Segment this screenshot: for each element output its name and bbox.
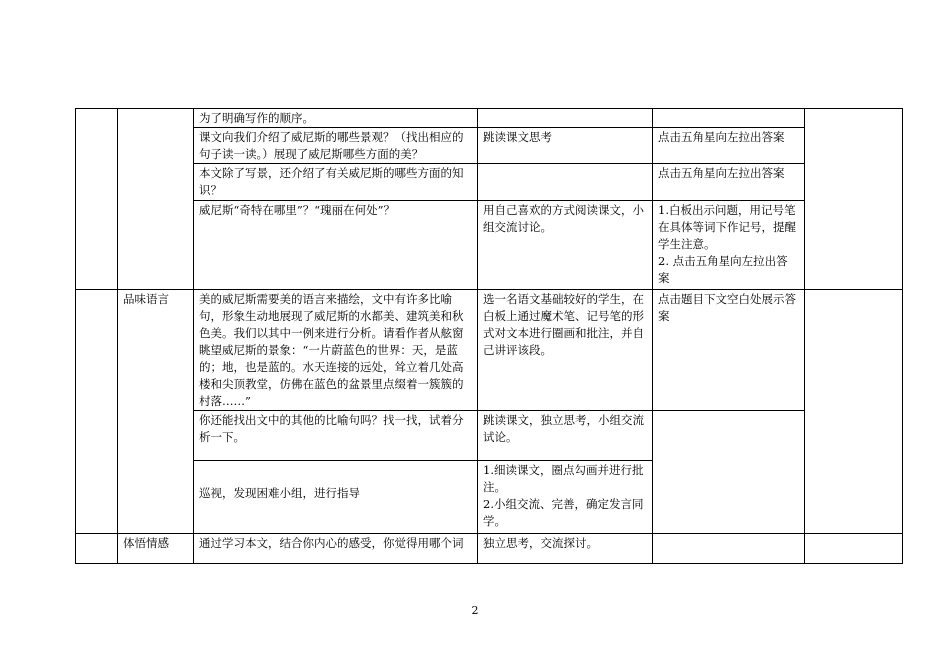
teacher-activity-cell: 美的威尼斯需要美的语言来描绘，文中有许多比喻句，形象生动地展现了威尼斯的水都美、建筑美和秋色美。我们以其中一例来进行分析。请看作者从舷窗眺望威尼斯的景象：“一片蔚蓝色的世界：天，是蓝的；地，也是蓝的。水天连接的远处，耸立着几处高楼和尖顶教堂，仿佛在蓝色的盆景里点缀着一簇簇的村落……” xyxy=(194,290,478,411)
media-usage-cell xyxy=(653,201,805,290)
student-activity-cell xyxy=(478,164,653,201)
student-activity-cell: 选一名语文基础较好的学生，在白板上通过魔术笔、记号笔的形式对文本进行圈画和批注，并自己讲评该段。 xyxy=(478,290,653,411)
table-row xyxy=(76,411,903,461)
teacher-activity-cell: 本文除了写景，还介绍了有关威尼斯的哪些方面的知识？ xyxy=(194,164,478,201)
media-usage-cell: 点击五角星向左拉出答案 xyxy=(653,164,805,201)
stage-cell xyxy=(118,109,194,290)
student-activity-cell xyxy=(478,109,653,128)
stage-cell: 体悟情感 xyxy=(118,534,194,564)
lesson-plan-table xyxy=(75,108,903,564)
media-step-2: 2. 点击五角星向左拉出答案 xyxy=(658,254,788,285)
media-usage-cell xyxy=(653,411,805,534)
teacher-activity-cell: 为了明确写作的顺序。 xyxy=(194,109,478,128)
blank-left-cell xyxy=(76,109,118,290)
media-usage-cell: 点击题目下文空白处展示答案 xyxy=(653,290,805,411)
blank-left-cell xyxy=(76,534,118,564)
student-activity-cell: 独立思考，交流探讨。 xyxy=(478,534,653,564)
table-row xyxy=(76,164,903,201)
student-activity-cell: 跳读课文，独立思考，小组交流试论。 xyxy=(478,411,653,461)
blank-right-cell xyxy=(805,290,903,534)
teacher-activity-cell: 课文向我们介绍了威尼斯的哪些景观？（找出相应的句子读一读。）展现了威尼斯哪些方面的美？ xyxy=(194,128,478,164)
student-activity-cell xyxy=(478,461,653,534)
student-step-2: 2.小组交流、完善，确定发言同学。 xyxy=(483,497,644,528)
teacher-activity-cell: 巡视，发现困难小组，进行指导 xyxy=(194,461,478,534)
teacher-activity-cell: 通过学习本文，结合你内心的感受，你觉得用哪个词 xyxy=(194,534,478,564)
blank-right-cell xyxy=(805,534,903,564)
teacher-activity-cell: 你还能找出文中的其他的比喻句吗？找一找，试着分析一下。 xyxy=(194,411,478,461)
media-usage-cell: 点击五角星向左拉出答案 xyxy=(653,128,805,164)
table-row xyxy=(76,109,903,128)
page-number: 2 xyxy=(471,604,479,617)
student-activity-cell: 跳读课文思考 xyxy=(478,128,653,164)
table-row xyxy=(76,290,903,411)
student-step-1: 1.细读课文，圈点勾画并进行批注。 xyxy=(483,463,644,494)
student-activity-cell: 用自己喜欢的方式阅读课文，小组交流讨论。 xyxy=(478,201,653,290)
blank-left-cell xyxy=(76,290,118,534)
blank-right-cell xyxy=(805,109,903,290)
media-usage-cell xyxy=(653,534,805,564)
table-row xyxy=(76,201,903,290)
table-row xyxy=(76,534,903,564)
table-row xyxy=(76,128,903,164)
media-step-1: 1.白板出示问题，用记号笔在具体等词下作记号，提醒学生注意。 xyxy=(658,203,796,251)
stage-cell: 品味语言 xyxy=(118,290,194,534)
media-usage-cell xyxy=(653,109,805,128)
teacher-activity-cell: 威尼斯“奇特在哪里”？“瑰丽在何处”？ xyxy=(194,201,478,290)
